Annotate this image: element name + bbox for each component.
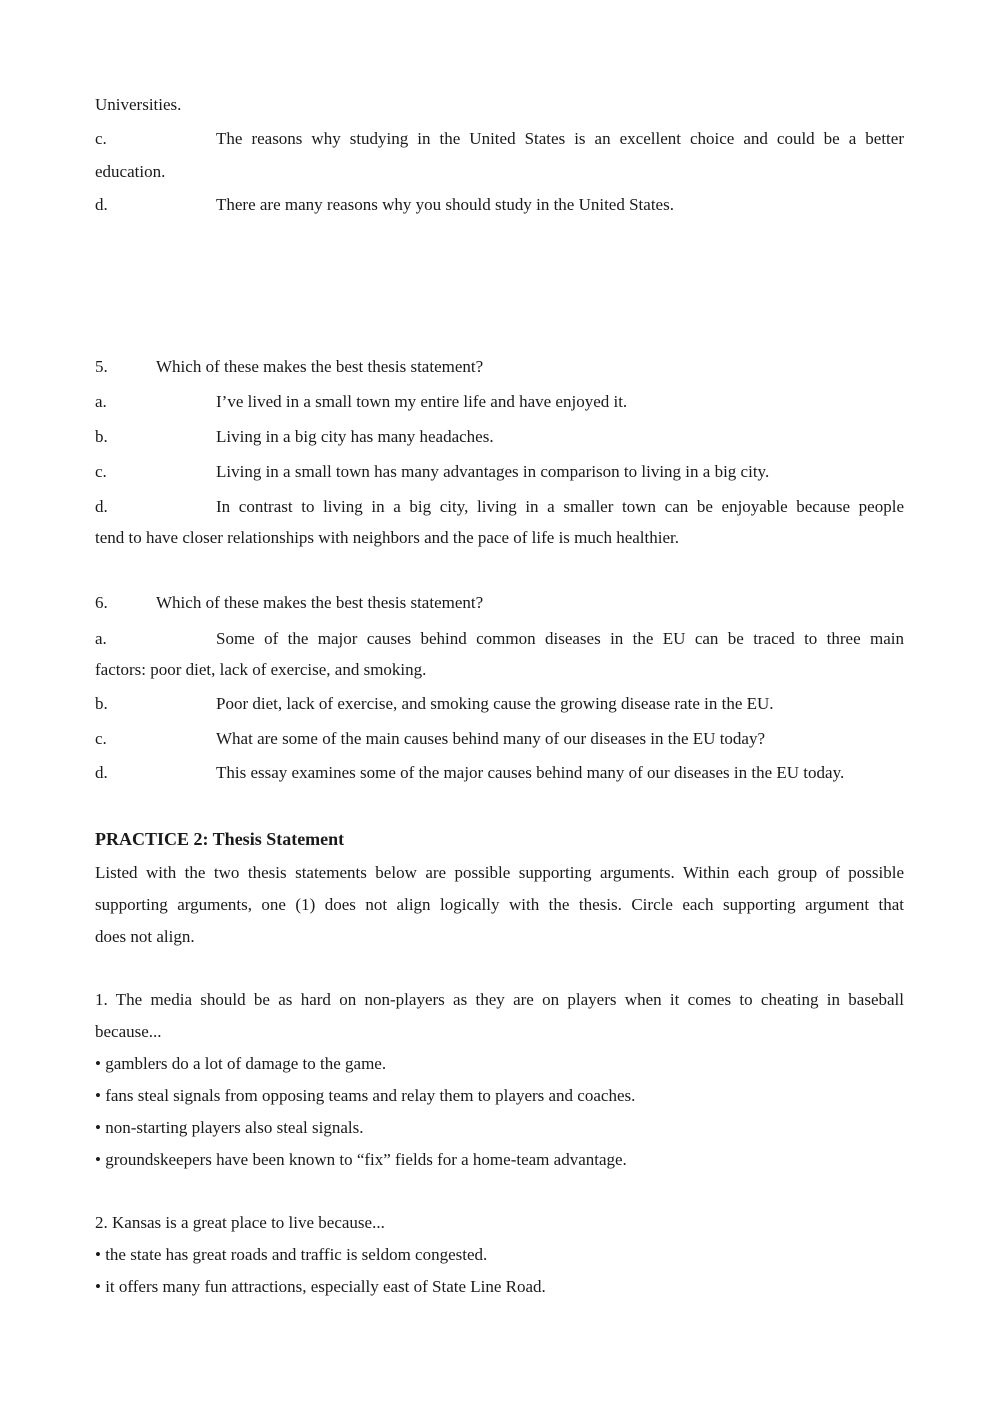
- prev-option-c-text: The reasons why studying in the United States is an excellent choice and could be a better: [216, 129, 904, 148]
- practice2-intro-line-2: supporting arguments, one (1) does not align logically with the thesis. Circle each supporting argument that: [95, 895, 904, 914]
- q5-number: 5.: [95, 357, 108, 376]
- q5-option-d-text: In contrast to living in a big city, living in a smaller town can be enjoyable because people: [216, 497, 904, 516]
- q5-option-a-label: a.: [95, 392, 107, 411]
- q5-option-d-label: d.: [95, 497, 108, 516]
- item2-argument[interactable]: • the state has great roads and traffic is seldom congested.: [95, 1245, 488, 1264]
- q6-option-a-text: Some of the major causes behind common diseases in the EU can be traced to three main: [216, 629, 904, 648]
- q6-number: 6.: [95, 593, 108, 612]
- prev-option-c-label: c.: [95, 129, 107, 148]
- prev-option-d-label: d.: [95, 195, 108, 214]
- q5-option-b-text: Living in a big city has many headaches.: [216, 427, 494, 446]
- q6-option-a-text-cont: factors: poor diet, lack of exercise, and smoking.: [95, 660, 427, 679]
- item1-argument[interactable]: • fans steal signals from opposing teams and relay them to players and coaches.: [95, 1086, 636, 1105]
- item1-thesis: 1. The media should be as hard on non-players as they are on players when it comes to cheating in baseball: [95, 990, 904, 1009]
- q6-option-b-text: Poor diet, lack of exercise, and smoking cause the growing disease rate in the EU.: [216, 694, 774, 713]
- q6-option-b-label: b.: [95, 694, 108, 713]
- q5-option-d-text-cont: tend to have closer relationships with neighbors and the pace of life is much healthier.: [95, 528, 679, 547]
- prev-continuation-text: Universities.: [95, 95, 182, 114]
- item1-argument[interactable]: • non-starting players also steal signals.: [95, 1118, 364, 1137]
- item1-argument[interactable]: • groundskeepers have been known to “fix” fields for a home-team advantage.: [95, 1150, 627, 1169]
- practice2-intro-line-3: does not align.: [95, 927, 195, 946]
- q5-option-b-label: b.: [95, 427, 108, 446]
- item1-argument[interactable]: • gamblers do a lot of damage to the game.: [95, 1054, 387, 1073]
- q5-option-c-text: Living in a small town has many advantages in comparison to living in a big city.: [216, 462, 770, 481]
- prev-option-c-text-cont: education.: [95, 162, 166, 181]
- q5-option-c-label: c.: [95, 462, 107, 481]
- q6-option-c-text: What are some of the main causes behind many of our diseases in the EU today?: [216, 729, 766, 748]
- practice2-intro-line-1: Listed with the two thesis statements below are possible supporting arguments. Within each group of possible: [95, 863, 904, 882]
- item2-argument[interactable]: • it offers many fun attractions, especially east of State Line Road.: [95, 1277, 546, 1296]
- q5-question: Which of these makes the best thesis statement?: [156, 357, 484, 376]
- q6-question: Which of these makes the best thesis statement?: [156, 593, 484, 612]
- prev-option-d-text: There are many reasons why you should study in the United States.: [216, 195, 674, 214]
- q6-option-d-text: This essay examines some of the major causes behind many of our diseases in the EU today.: [216, 763, 845, 782]
- q6-option-d-label: d.: [95, 763, 108, 782]
- practice2-heading: PRACTICE 2: Thesis Statement: [95, 829, 345, 849]
- item2-thesis: 2. Kansas is a great place to live because...: [95, 1213, 385, 1232]
- q5-option-a-text: I’ve lived in a small town my entire life and have enjoyed it.: [216, 392, 628, 411]
- q6-option-a-label: a.: [95, 629, 107, 648]
- q6-option-c-label: c.: [95, 729, 107, 748]
- item1-thesis-cont: because...: [95, 1022, 162, 1041]
